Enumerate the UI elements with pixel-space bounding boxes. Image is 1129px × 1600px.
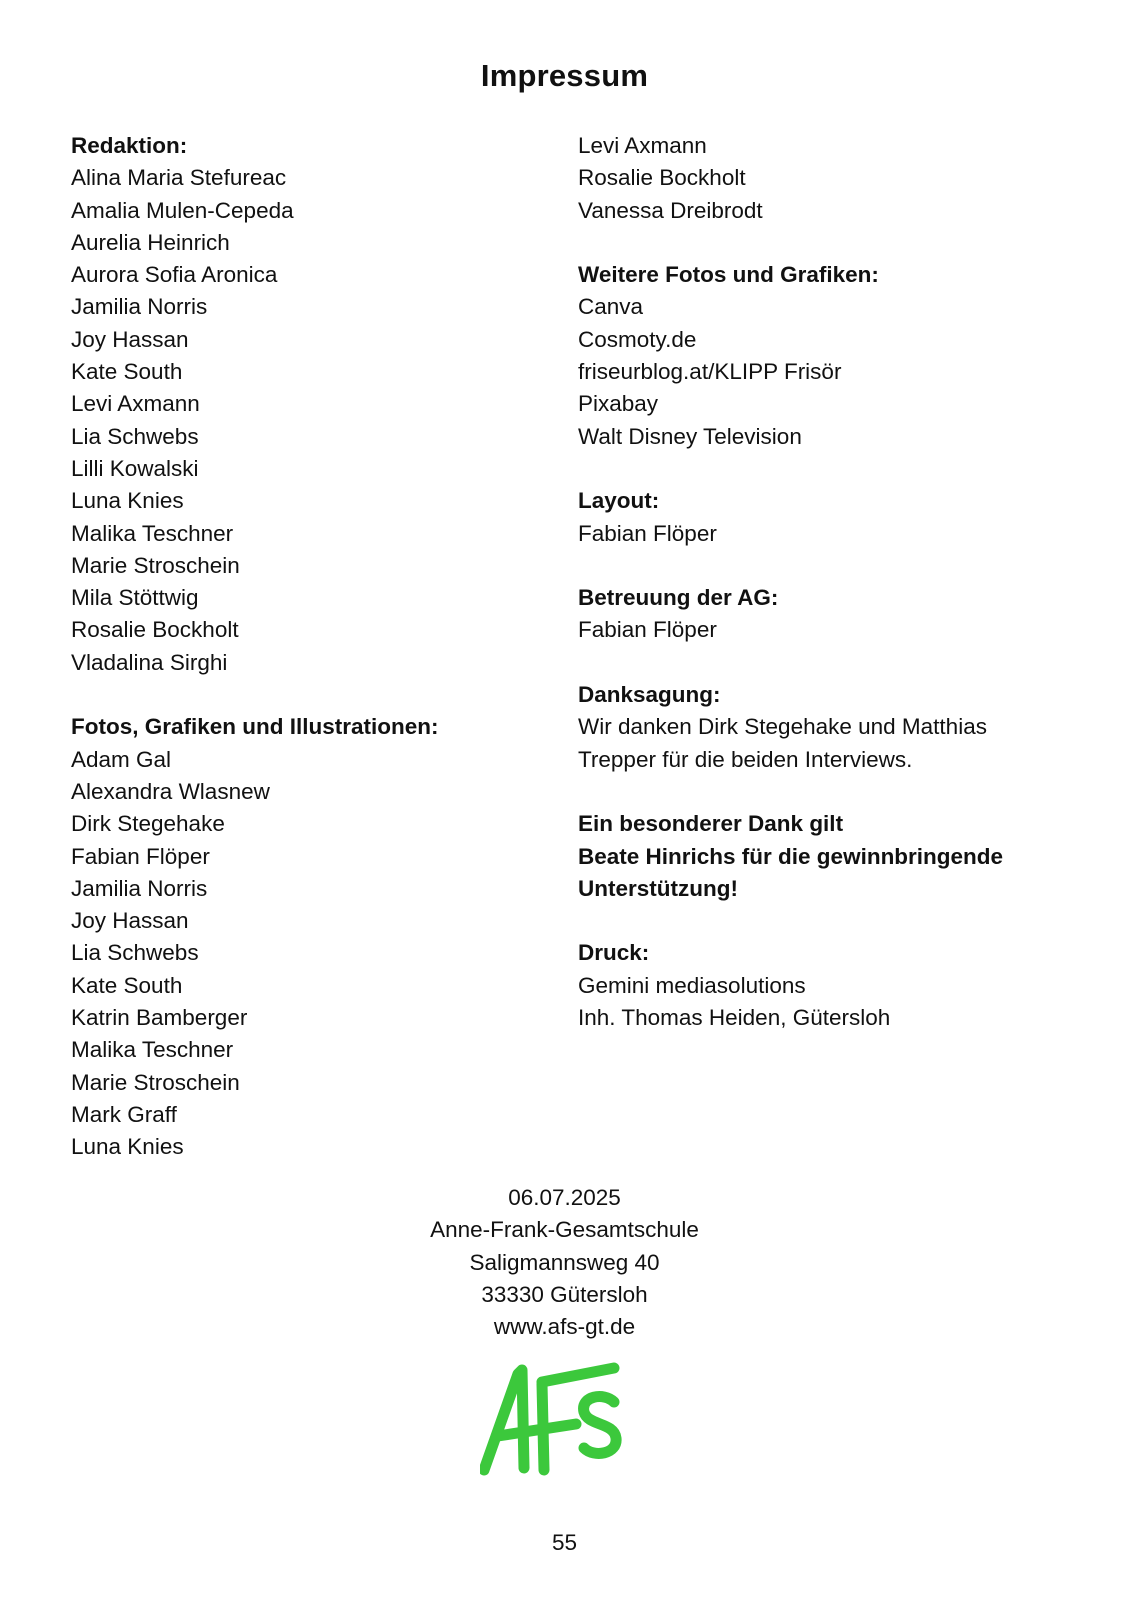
name-list: [71, 744, 531, 1164]
section-betreuung: [578, 582, 1098, 647]
special-thanks-text: [578, 808, 1098, 905]
list-item: Malika Teschner: [71, 520, 234, 546]
list-item: Pixabay: [578, 391, 659, 417]
list-item: Joy Hassan: [71, 326, 189, 352]
section-heading: Betreuung der AG:: [578, 585, 779, 611]
list-item: Trepper für die beiden Interviews.: [578, 746, 913, 772]
logo-letter-s: [584, 1397, 617, 1454]
logo-letter-f-stem: [542, 1384, 544, 1470]
list-item: Luna Knies: [71, 488, 184, 514]
name-list: [71, 162, 531, 679]
list-item: Wir danken Dirk Stegehake und Matthias: [578, 714, 987, 740]
list-item: Fabian Flöper: [71, 843, 210, 869]
list-item: Walt Disney Television: [578, 423, 802, 449]
list-item: Mark Graff: [71, 1101, 177, 1127]
afs-logo-graphic: [480, 1360, 640, 1480]
thanks-text: [578, 711, 1098, 776]
list-item: Levi Axmann: [71, 391, 200, 417]
publication-date: 06.07.2025: [508, 1185, 621, 1210]
list-item: Katrin Bamberger: [71, 1005, 248, 1031]
logo-crossbar: [498, 1424, 576, 1436]
street-address: Saligmannsweg 40: [469, 1249, 660, 1275]
list-item: Mila Stöttwig: [71, 585, 199, 611]
school-name: Anne-Frank-Gesamtschule: [430, 1217, 699, 1243]
list-item: Vladalina Sirghi: [71, 649, 228, 675]
section-danksagung: [578, 679, 1098, 776]
list-item: Canva: [578, 294, 644, 320]
website-link[interactable]: www.afs-gt.de: [493, 1314, 636, 1340]
list-item: Jamilia Norris: [71, 875, 208, 901]
list-item: Kate South: [71, 972, 183, 998]
right-column: [578, 130, 1098, 1034]
list-item: Unterstützung!: [578, 875, 738, 901]
section-redaktion: [71, 130, 531, 679]
list-item: Lilli Kowalski: [71, 455, 199, 481]
list-item: Cosmoty.de: [578, 326, 697, 352]
list-item: friseurblog.at/KLIPP Frisör: [578, 359, 842, 385]
section-fotos-continued: [578, 130, 1098, 227]
list-item: Joy Hassan: [71, 908, 189, 934]
logo-letter-f-top: [542, 1368, 614, 1382]
name-list: [578, 130, 1098, 227]
section-heading: Redaktion:: [71, 133, 188, 158]
left-column: [71, 130, 531, 1164]
section-druck: [578, 937, 1098, 1034]
section-weitere-fotos: [578, 259, 1098, 453]
name-list: [578, 614, 1098, 646]
section-heading: Druck:: [578, 940, 650, 966]
list-item: Lia Schwebs: [71, 940, 199, 966]
list-item: Beate Hinrichs für die gewinnbringende: [578, 843, 1004, 869]
list-item: Alina Maria Stefureac: [71, 165, 287, 191]
list-item: Aurelia Heinrich: [71, 229, 230, 255]
page-number: 55: [551, 1530, 578, 1555]
list-item: Vanessa Dreibrodt: [578, 197, 763, 223]
list-item: Luna Knies: [71, 1134, 184, 1160]
list-item: Gemini mediasolutions: [578, 972, 806, 998]
city: 33330 Gütersloh: [481, 1281, 648, 1307]
list-item: Fabian Flöper: [578, 520, 717, 546]
list-item: Adam Gal: [71, 746, 172, 772]
section-heading: Danksagung:: [578, 682, 721, 708]
list-item: Malika Teschner: [71, 1037, 234, 1063]
afs-logo-icon: [480, 1360, 640, 1480]
list-item: Alexandra Wlasnew: [71, 778, 270, 804]
logo-letter-a: [484, 1370, 524, 1470]
list-item: Marie Stroschein: [71, 1069, 240, 1095]
list-item: Kate South: [71, 359, 183, 385]
list-item: Rosalie Bockholt: [71, 617, 239, 643]
list-item: Levi Axmann: [578, 133, 707, 158]
section-fotos: [71, 711, 531, 1163]
section-heading: Weitere Fotos und Grafiken:: [578, 262, 879, 288]
list-item: Rosalie Bockholt: [578, 165, 746, 191]
list-item: Jamilia Norris: [71, 294, 208, 320]
section-heading: Fotos, Grafiken und Illustrationen:: [71, 714, 439, 740]
list-item: Dirk Stegehake: [71, 811, 225, 837]
section-heading: Layout:: [578, 488, 660, 514]
section-besonderer-dank: [578, 808, 1098, 905]
list-item: Lia Schwebs: [71, 423, 199, 449]
page-title: Impressum: [480, 58, 649, 93]
footer-address: [0, 1182, 1129, 1343]
list-item: Amalia Mulen-Cepeda: [71, 197, 294, 223]
printer-info: [578, 970, 1098, 1035]
list-item: Fabian Flöper: [578, 617, 717, 643]
list-item: Marie Stroschein: [71, 552, 240, 578]
list-item: Ein besonderer Dank gilt: [578, 811, 844, 837]
source-list: [578, 291, 1098, 452]
list-item: Inh. Thomas Heiden, Gütersloh: [578, 1005, 891, 1031]
section-layout: [578, 485, 1098, 550]
name-list: [578, 518, 1098, 550]
list-item: Aurora Sofia Aronica: [71, 262, 278, 288]
